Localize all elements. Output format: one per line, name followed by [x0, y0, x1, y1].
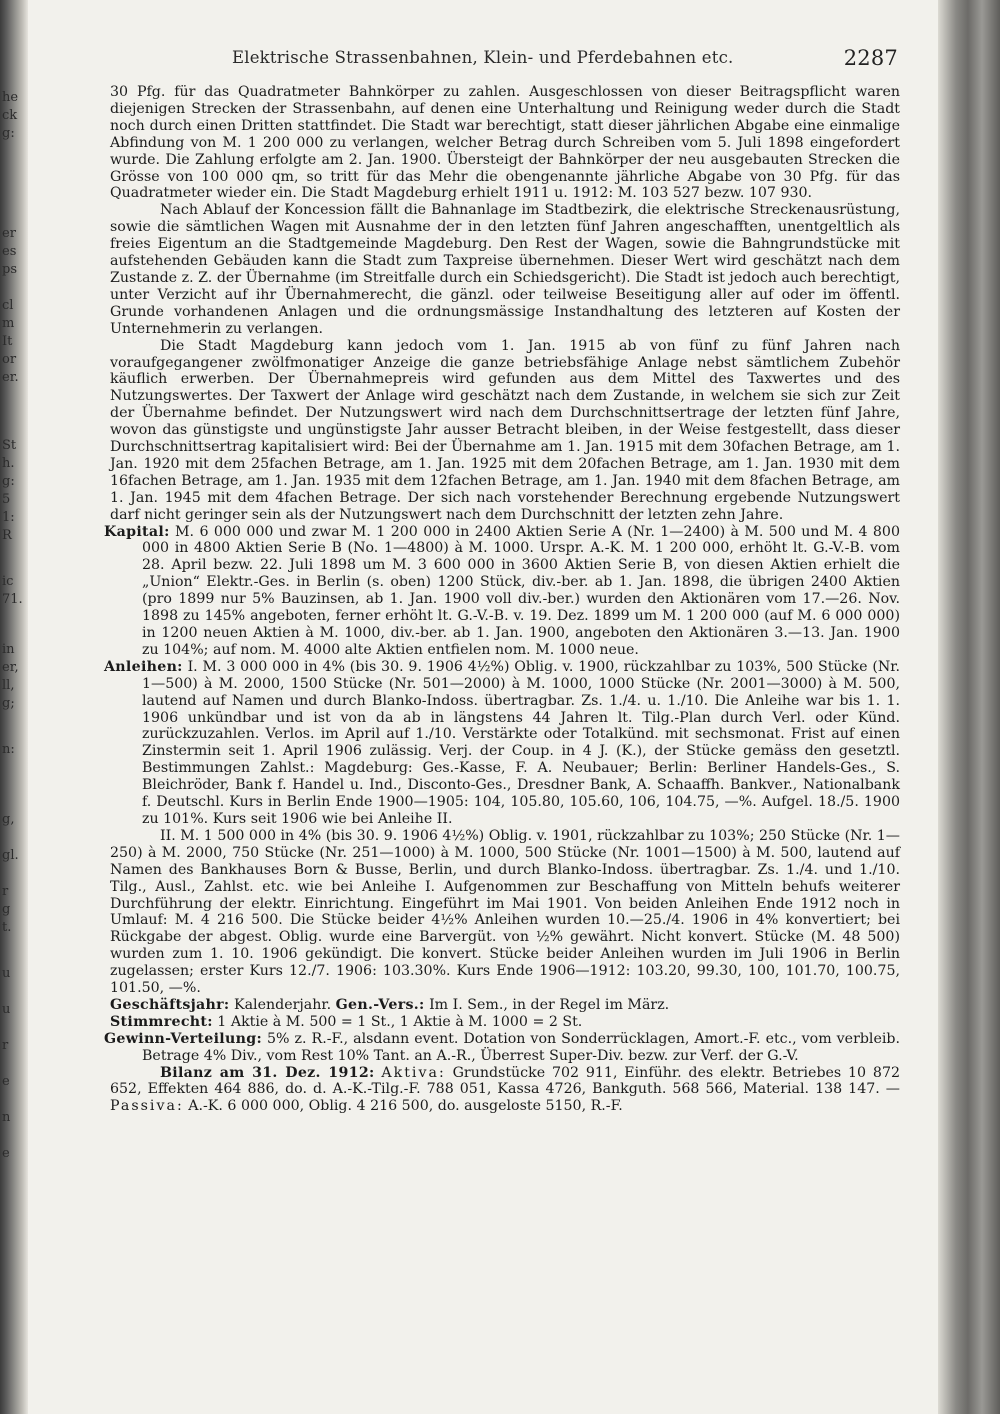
margin-fragment: ic	[2, 574, 14, 589]
kapital-text: M. 6 000 000 und zwar M. 1 200 000 in 2400 Aktien Serie A (Nr. 1—2400) à M. 500 und M. 4 800 000 in 4800 Aktien Serie B (No. 1—4800) à M. 1000. Urspr. A.-K. M. 1 200 000, erhöht lt. G.-V.-B. vom 28. April bezw. 22. Juli 1898 um M. 3 600 000 in 3600 Aktien Serie B, von diesen Aktien erhielt die „Union“ Elektr.-Ges. in Berlin (s. oben) 1200 Stück, div.-ber. ab 1. Jan. 1898, die übrigen 2400 Aktien (pro 1899 nur 5% Bauzinsen, ab 1. Jan. 1900 voll div.-ber.) wurden den Aktionären vom 17.—26. Nov. 1898 zu 145% angeboten, ferner erhöht lt. G.-V.-B. v. 19. Dez. 1899 um M. 1 200 000 (auf M. 6 000 000) in 1200 neuen Aktien à M. 1000, div.-ber. ab 1. Jan. 1900, angeboten den Aktionären 3.—13. Jan. 1900 zu 104%; auf nom. M. 4000 alte Aktien entfielen nom. M. 1000 neue.	[142, 523, 900, 658]
margin-fragment: er	[2, 226, 16, 241]
gen-vers-text: Im I. Sem., in der Regel im März.	[429, 996, 670, 1013]
margin-fragment: m	[2, 316, 15, 331]
margin-fragment: g;	[2, 696, 15, 711]
paragraph-erwerb: Die Stadt Magdeburg kann jedoch vom 1. Jan. 1915 ab von fünf zu fünf Jahren nach voraufgegangener zwölfmonatiger Anzeige die ganze betriebsfähige Anlage nebst sämtlichem Zubehör käuflich erwerben. Der Übernahmepreis wird gefunden aus dem Mittel des Taxwertes und des Nutzungswertes. Der Taxwert der Anlage wird geschätzt nach dem Zustande, in welchem sie sich zur Zeit der Übernahme befindet. Der Nutzungswert wird nach dem Durchschnittsertrage der letzten fünf Jahre, wovon das günstigste und ungünstigste Jahr ausser Betracht bleiben, in der Weise festgestellt, dass dieser Durchschnittsertrag kapitalisiert wird: Bei der Übernahme am 1. Jan. 1915 mit dem 30fachen Betrage, am 1. Jan. 1920 mit dem 25fachen Betrage, am 1. Jan. 1925 mit dem 20fachen Betrage, am 1. Jan. 1930 mit dem 16fachen Betrage, am 1. Jan. 1935 mit dem 12fachen Betrage, am 1. Jan. 1940 mit dem 8fachen Betrage, am 1. Jan. 1945 mit dem 4fachen Betrage. Der sich nach vorstehender Berechnung ergebende Nutzungswert darf nicht geringer sein als der Nutzungswert nach dem Durchschnitt der letzten zehn Jahre.	[110, 337, 900, 523]
margin-fragment: ll,	[2, 678, 15, 693]
geschaeftsjahr-label: Geschäftsjahr:	[110, 996, 230, 1013]
margin-fragment: u	[2, 966, 11, 981]
page-header	[110, 40, 900, 84]
margin-fragment: in	[2, 642, 15, 657]
margin-fragment: he	[2, 90, 19, 105]
document-page	[104, 40, 901, 1115]
margin-fragment: g:	[2, 126, 15, 141]
running-title: Elektrische Strassenbahnen, Klein- und Pferdebahnen etc.	[232, 48, 734, 67]
margin-fragment: ps	[2, 262, 17, 277]
margin-fragment: h.	[2, 456, 15, 471]
section-gewinn-verteilung	[104, 1030, 900, 1065]
gewinn-text: 5% z. R.-F., alsdann event. Dotation von Sonderrücklagen, Amort.-F. etc., vom verbleib. Betrage 4% Div., vom Rest 10% Tant. an A.-R., Überrest Super-Div. bezw. zur Verf. der G.-V.	[142, 1030, 900, 1064]
margin-fragment: n	[2, 1110, 11, 1125]
anleihe-one-text: I. M. 3 000 000 in 4% (bis 30. 9. 1906 4½%) Oblig. v. 1900, rückzahlbar zu 103%, 500 Stücke (Nr. 1—500) à M. 2000, 1500 Stücke (Nr. 501—2000) à M. 1000, 1000 Stücke (Nr. 2001—3000) à M. 500, lautend auf Namen und durch Blanko-Indoss. übertragbar. Zs. 1./4. u. 1./10. Die Anleihe war bis 1. 1. 1906 unkündbar und ist von da ab in längstens 44 Jahren lt. Tilg.-Plan durch Verl. oder Künd. zurückzuzahlen. Verlos. im April auf 1./10. Verstärkte oder Totalkünd. mit sechsmonat. Frist auf einen Zinstermin seit 1. April 1906 zulässig. Verj. der Coup. in 4 J. (K.), der Stücke gemäss den gesetztl. Bestimmungen Zahlst.: Magdeburg: Ges.-Kasse, F. A. Neubauer; Berlin: Berliner Handels-Ges., S. Bleichröder, Bank f. Handel u. Ind., Disconto-Ges., Dresdner Bank, A. Schaaffh. Bankver., Nationalbank f. Deutschl. Kurs in Berlin Ende 1900—1905: 104, 105.80, 105.60, 106, 104.75, —%. Aufgel. 18./5. 1900 zu 101%. Kurs seit 1906 wie bei Anleihe II.	[142, 658, 900, 827]
margin-fragment: e	[2, 1074, 10, 1089]
page-body	[104, 84, 901, 1115]
margin-fragment: g	[2, 902, 11, 917]
page-number: 2287	[843, 46, 898, 70]
geschaeftsjahr-text: Kalenderjahr.	[234, 996, 332, 1013]
passiva-label: Passiva:	[110, 1098, 184, 1115]
margin-fragment: n:	[2, 742, 15, 757]
margin-fragment: r	[2, 1038, 9, 1053]
section-stimmrecht	[110, 1014, 900, 1031]
section-geschaeftsjahr	[110, 997, 900, 1014]
section-anleihen	[104, 658, 900, 828]
margin-fragment: gl.	[2, 848, 19, 863]
passiva-text: A.-K. 6 000 000, Oblig. 4 216 500, do. ausgeloste 5150, R.-F.	[188, 1098, 623, 1115]
stimmrecht-label: Stimmrecht:	[110, 1013, 213, 1030]
paragraph-koncession: Nach Ablauf der Koncession fällt die Bahnanlage im Stadtbezirk, die elektrische Streckenausrüstung, sowie die sämtlichen Wagen mit Ausnahme der in den letzten fünf Jahren angeschafften, unentgeltlich als freies Eigentum an die Stadtgemeinde Magdeburg. Den Rest der Wagen, sowie die Bahngrundstücke mit aufstehenden Gebäuden kann die Stadt zum Taxpreise übernehmen. Dieser Wert wird geschätzt nach dem Zustande z. Z. der Übernahme (im Streitfalle durch ein Schiedsgericht). Die Stadt ist jedoch auch berechtigt, unter Verzicht auf ihr Übernahmerecht, die gänzl. oder teilweise Beseitigung aller auf oder im öffentl. Grunde vorhandenen Anlagen und die ordnungsmässige Instandhaltung des letzteren auf Kosten der Unternehmerin zu verlangen.	[110, 202, 900, 337]
section-kapital	[104, 523, 900, 659]
anleihen-label: Anleihen:	[104, 658, 183, 675]
margin-fragment: or	[2, 352, 17, 367]
bilanz-label: Bilanz am 31. Dez. 1912:	[160, 1064, 375, 1081]
gewinn-label: Gewinn-Verteilung:	[104, 1030, 262, 1047]
margin-fragment: It	[2, 334, 13, 349]
margin-fragment: 5	[2, 492, 11, 507]
margin-fragment: g,	[2, 812, 15, 827]
margin-fragment: er,	[2, 660, 19, 675]
margin-fragment: St	[2, 438, 17, 453]
margin-fragment: u	[2, 1002, 11, 1017]
anleihe-two-text: II. M. 1 500 000 in 4% (bis 30. 9. 1906 4½%) Oblig. v. 1901, rückzahlbar zu 103%; 250 Stücke (Nr. 1—250) à M. 2000, 750 Stücke (Nr. 251—1000) à M. 1000, 500 Stücke (Nr. 1001—1500) à M. 500, lautend auf Namen des Bankhauses Born & Busse, Berlin, und durch Blanko-Indoss. übertragbar. Zs. 1./4. und 1./10. Tilg., Ausl., Zahlst. etc. wie bei Anleihe I. Aufgenommen zur Beschaffung von Mitteln behufs weiterer Durchführung der elektr. Einrichtung. Eingeführt im Mai 1901. Von beiden Anleihen Ende 1912 noch in Umlauf: M. 4 216 500. Die Stücke beider 4½% Anleihen wurden 10.—25./4. 1906 in 4% konvertiert; bei Rückgabe der abgest. Oblig. wurde eine Barvergüt. von ½% gewährt. Nicht konvert. Stücke (M. 48 500) wurden zum 1. 10. 1906 gekündigt. Die konvert. Stücke beider Anleihen wurden im Juli 1906 in Berlin zugelassen; erster Kurs 12./7. 1906: 103.30%. Kurs Ende 1906—1912: 103.20, 99.30, 100, 101.70, 100.75, 101.50, —%.	[110, 827, 900, 997]
aktiva-text: Grundstücke 702 911, Einführ. des elektr. Betriebes 10 872 652, Effekten 464 886, do. d. A.-K.-Tilg.-F. 788 051, Kassa 4726, Bankguth. 568 566, Material. 138 147. —	[110, 1064, 901, 1098]
margin-fragment: cl	[2, 298, 14, 313]
margin-fragment: e	[2, 1146, 10, 1161]
margin-fragment: 1:	[2, 510, 15, 525]
stimmrecht-text: 1 Aktie à M. 500 = 1 St., 1 Aktie à M. 1000 = 2 St.	[217, 1013, 583, 1030]
aktiva-label: Aktiva:	[381, 1064, 446, 1081]
margin-fragment: ck	[2, 108, 18, 123]
margin-fragment: t.	[2, 920, 12, 935]
margin-fragment: R	[2, 528, 12, 543]
margin-fragment: g:	[2, 474, 15, 489]
section-bilanz	[110, 1065, 900, 1116]
margin-fragment: 71.	[2, 592, 23, 607]
margin-fragment: er.	[2, 370, 19, 385]
gen-vers-label: Gen.-Vers.:	[335, 996, 425, 1013]
margin-fragment: es	[2, 244, 17, 259]
margin-fragment: r	[2, 884, 9, 899]
scan-binding-edge	[938, 0, 1000, 1414]
kapital-label: Kapital:	[104, 523, 170, 540]
paragraph-beitrag: 30 Pfg. für das Quadratmeter Bahnkörper zu zahlen. Ausgeschlossen von dieser Beitragspflicht waren diejenigen Strecken der Strassenbahn, auf denen eine Unterhaltung und Reinigung weder durch die Stadt noch durch einen Dritten stattfindet. Die Stadt war berechtigt, statt dieser jährlichen Abgabe eine einmalige Abfindung von M. 1 200 000 zu verlangen, welcher Betrag durch Schreiben vom 5. Juli 1898 eingefordert wurde. Die Zahlung erfolgte am 2. Jan. 1900. Übersteigt der Bahnkörper der neu ausgebauten Strecken die Grösse von 100 000 qm, so tritt für das Mehr die obengenannte jährliche Abgabe von 30 Pfg. für das Quadratmeter wieder ein. Die Stadt Magdeburg erhielt 1911 u. 1912: M. 103 527 bezw. 107 930.	[110, 84, 900, 202]
